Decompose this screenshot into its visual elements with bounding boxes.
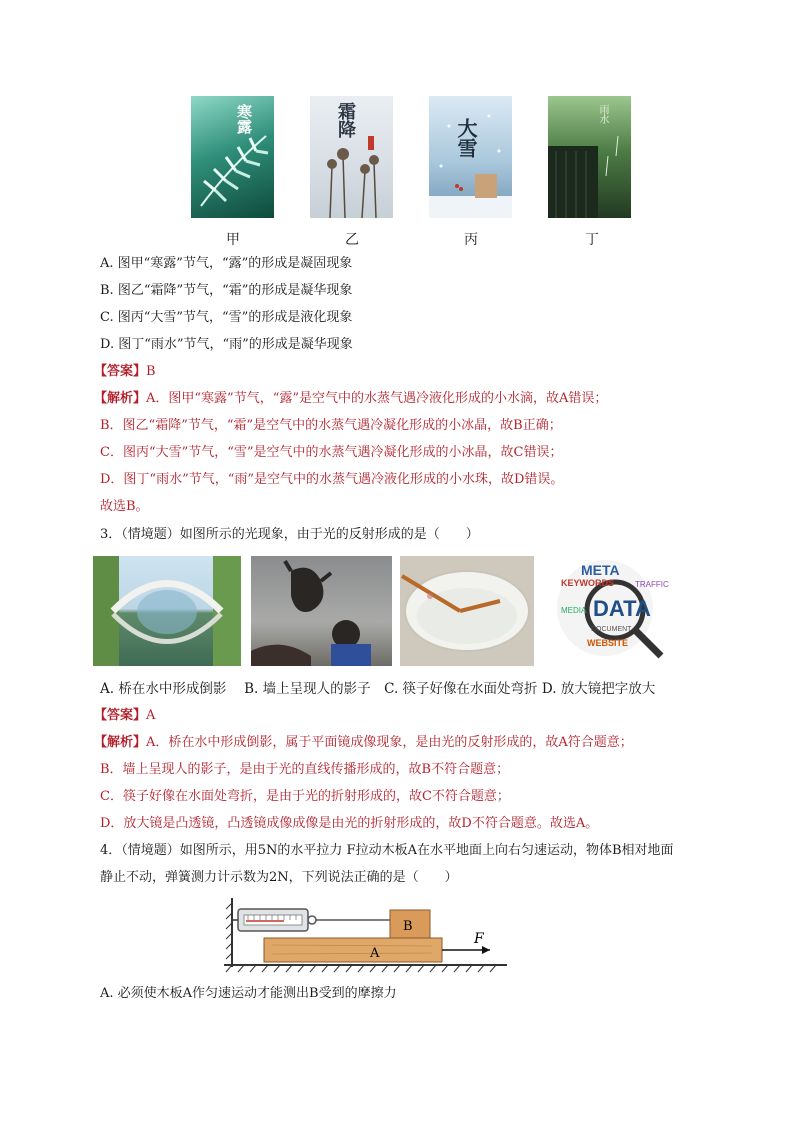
caption-jia: 甲 [226, 232, 240, 248]
q2-option-c: C. 图丙“大雪”节气，“雪”的形成是液化现象 [100, 310, 353, 325]
q3-stem: 3．（情境题）如图所示的光现象，由于光的反射形成的是（ ） [100, 527, 479, 542]
q4-stem-line1: 4．（情境题）如图所示，用5N的水平拉力 F拉动木板A在水平地面上向右匀速运动，物体B相对地面 [100, 843, 674, 858]
answer-value: A [146, 708, 156, 723]
poster-title: 大雪 [454, 118, 478, 158]
spring-scale-diagram [222, 893, 512, 975]
poster-title: 霜降 [335, 102, 356, 138]
analysis-label: 【解析】 [94, 735, 147, 750]
word-document: DOCUMENT [591, 626, 632, 633]
caption-bing: 丙 [464, 232, 478, 248]
q3-analysis-a [94, 734, 633, 752]
q3-options: A. 桥在水中形成倒影 B. 墙上呈现人的影子 C. 筷子好像在水面处弯折 D. 放大镜把字放大 [100, 681, 656, 697]
photo-shadow-play [251, 556, 392, 666]
poster-title: 寒露 [235, 104, 253, 134]
photo-magnifier-data [543, 556, 686, 666]
frost-leaf-icon [191, 96, 274, 218]
answer-label: 【答案】 [94, 364, 147, 379]
q3-answer [94, 707, 155, 725]
label-a: A [370, 946, 380, 961]
hand-shadow-icon [251, 556, 392, 666]
analysis-text: A．图甲“寒露”节气，“露”是空气中的水蒸气遇冷液化形成的小水滴，故A错误； [146, 391, 608, 406]
word-traffic: TRAFFIC [635, 580, 669, 589]
q2-answer [94, 363, 156, 381]
answer-value: B [146, 364, 156, 379]
q2-analysis-b: B．图乙“霜降”节气，“霜”是空气中的水蒸气遇冷凝化形成的小冰晶，故B正确； [100, 418, 562, 433]
word-website: WEBSITE [587, 638, 629, 648]
analysis-label: 【解析】 [94, 391, 147, 406]
photo-chopsticks-bowl [400, 556, 534, 666]
answer-label: 【答案】 [94, 708, 147, 723]
word-data: DATA [593, 596, 651, 621]
q2-analysis-c: C．图丙“大雪”节气，“雪”是空气中的水蒸气遇冷凝化形成的小冰晶，故C错误； [100, 445, 563, 460]
label-f: F [474, 931, 484, 947]
q3-analysis-d: D．放大镜是凸透镜，凸透镜成像成像是由光的折射形成的，故D不符合题意。故选A。 [100, 816, 599, 831]
caption-ding: 丁 [585, 232, 599, 248]
arch-bridge-icon [93, 556, 241, 666]
q3-analysis-c: C．筷子好像在水面处弯折，是由于光的折射形成的，故C不符合题意； [100, 789, 510, 804]
word-meta: META [581, 562, 620, 578]
bowl-chopstick-icon [400, 556, 534, 666]
poster-yushui [548, 96, 631, 218]
q2-option-a: A. 图甲“寒露”节气，“露”的形成是凝固现象 [100, 256, 353, 271]
q2-option-d: D. 图丁“雨水”节气，“雨”的形成是凝华现象 [100, 337, 353, 352]
label-b: B [403, 919, 413, 934]
word-keywords: KEYWORDS [561, 578, 615, 588]
poster-title: 雨水 [597, 104, 608, 124]
q2-conclusion: 故选B。 [100, 499, 149, 514]
q3-analysis-b: B．墙上呈现人的影子，是由于光的直线传播形成的，故B不符合题意； [100, 762, 510, 777]
board-a [264, 938, 442, 962]
poster-hanlu [191, 96, 274, 218]
rain-eaves-icon [548, 96, 631, 218]
word-media: MEDIA [561, 606, 587, 615]
red-seal-icon [368, 136, 374, 150]
analysis-text: A．桥在水中形成倒影，属于平面镜成像现象，是由光的反射形成的，故A符合题意； [146, 735, 633, 750]
q4-stem-line2: 静止不动，弹簧测力计示数为2N，下列说法正确的是（ ） [100, 870, 458, 885]
q2-option-b: B. 图乙“霜降”节气，“霜”的形成是凝华现象 [100, 283, 353, 298]
q2-analysis-a [94, 390, 607, 408]
poster-shuangjiang [310, 96, 393, 218]
photo-bridge-reflection [93, 556, 241, 666]
caption-yi: 乙 [345, 232, 359, 248]
poster-daxue [429, 96, 512, 218]
q4-option-a: A. 必须使木板A作匀速运动才能测出B受到的摩擦力 [100, 986, 397, 1001]
q2-analysis-d: D．图丁“雨水”节气，“雨”是空气中的水蒸气遇冷液化形成的小水珠，故D错误。 [100, 472, 564, 487]
